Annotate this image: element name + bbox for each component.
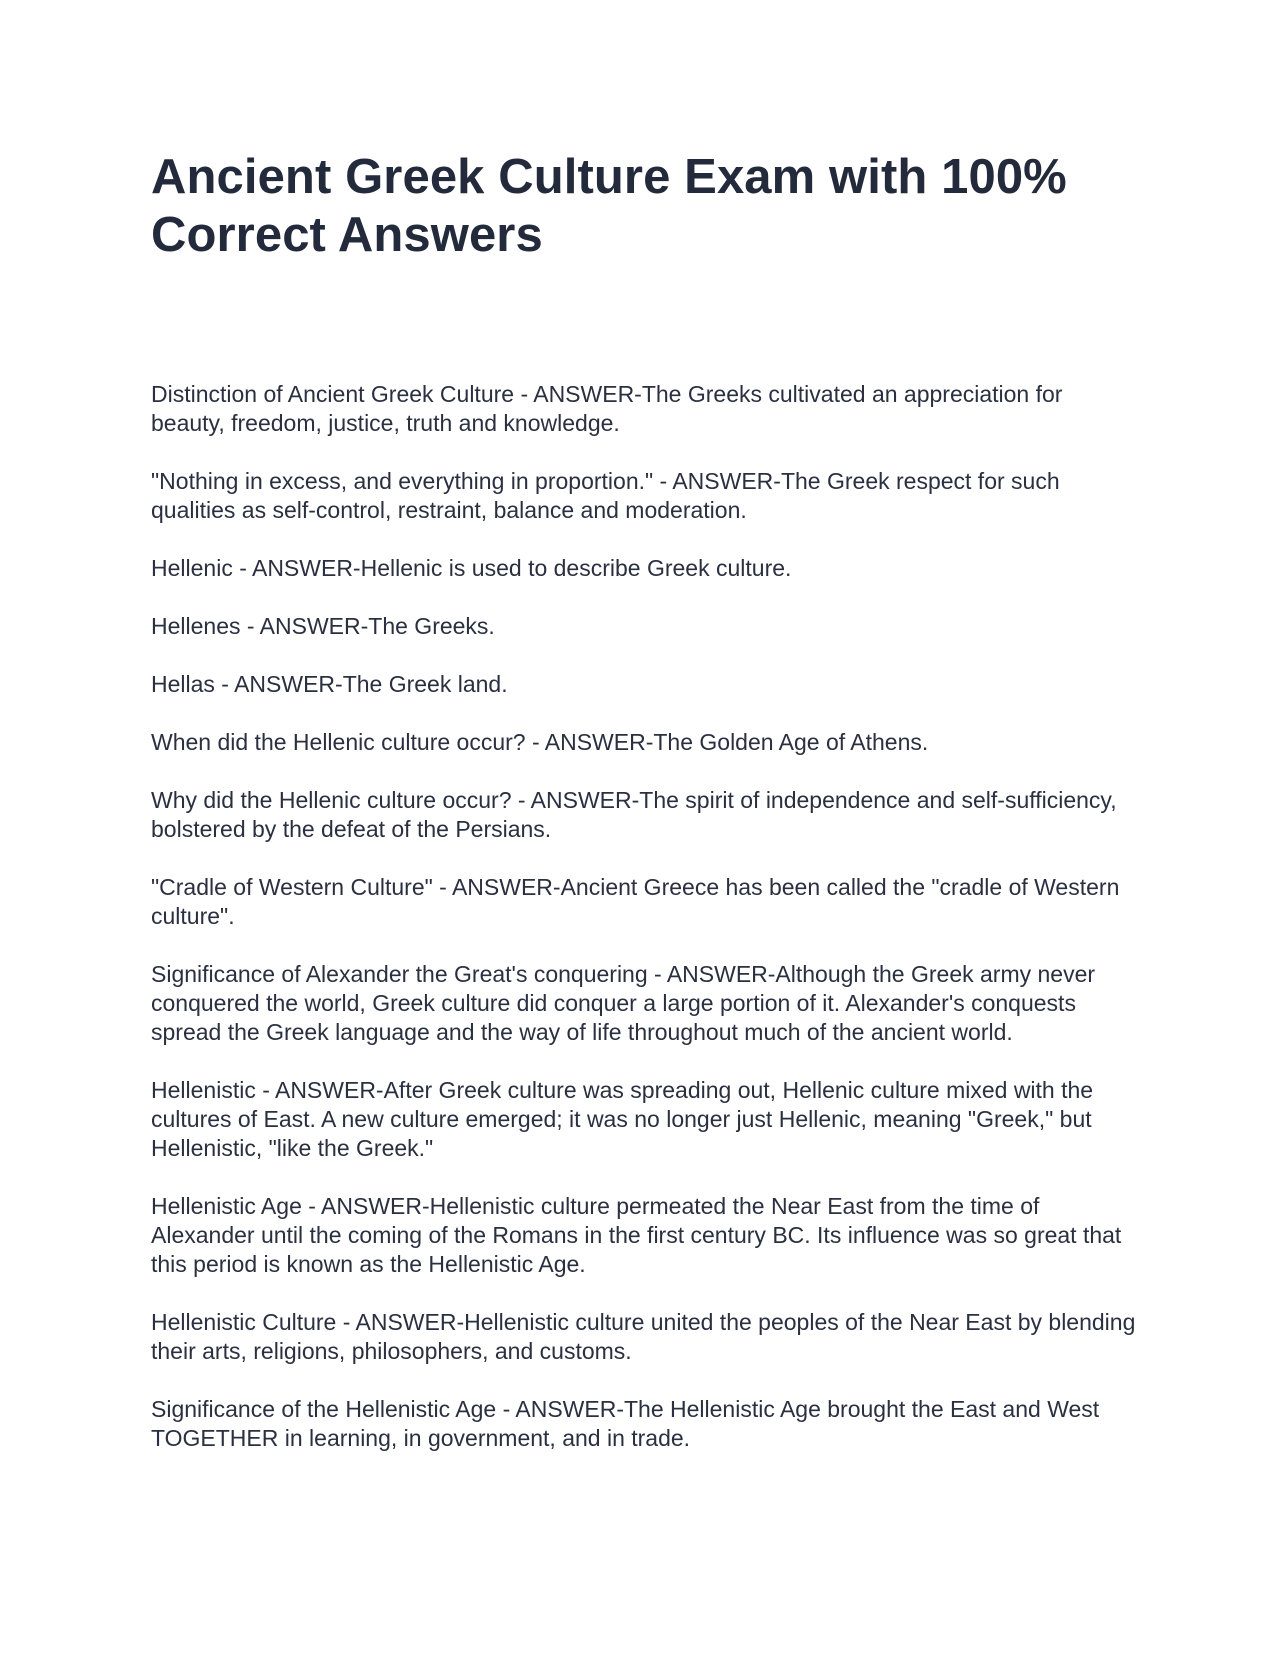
document-title: Ancient Greek Culture Exam with 100% Correct Answers bbox=[151, 150, 1067, 262]
qa-item: When did the Hellenic culture occur? - ANSWER-The Golden Age of Athens. bbox=[151, 729, 929, 755]
qa-item: Hellenistic - ANSWER-After Greek culture was spreading out, Hellenic culture mixed with the cultures of East. A new culture emerged; it was no longer just Hellenic, meaning "Greek," but Hellenistic, "like the Greek." bbox=[151, 1077, 1094, 1161]
qa-item: "Nothing in excess, and everything in proportion." - ANSWER-The Greek respect for such qualities as self-control, restraint, balance and moderation. bbox=[151, 468, 1060, 523]
qa-item: Significance of the Hellenistic Age - ANSWER-The Hellenistic Age brought the East and West TOGETHER in learning, in government, and in trade. bbox=[151, 1396, 1100, 1451]
qa-list bbox=[151, 380, 1141, 1453]
qa-item: Distinction of Ancient Greek Culture - ANSWER-The Greeks cultivated an appreciation for beauty, freedom, justice, truth and knowledge. bbox=[151, 381, 1063, 436]
document-content bbox=[151, 148, 1141, 1482]
qa-item: Hellas - ANSWER-The Greek land. bbox=[151, 671, 508, 697]
qa-item: "Cradle of Western Culture" - ANSWER-Ancient Greece has been called the "cradle of Western culture". bbox=[151, 874, 1120, 929]
qa-item: Significance of Alexander the Great's conquering - ANSWER-Although the Greek army never conquered the world, Greek culture did conquer a large portion of it. Alexander's conquests spread the Greek language and the way of life throughout much of the ancient world. bbox=[151, 961, 1096, 1045]
qa-item: Why did the Hellenic culture occur? - ANSWER-The spirit of independence and self-sufficiency, bolstered by the defeat of the Persians. bbox=[151, 787, 1117, 842]
qa-item: Hellenes - ANSWER-The Greeks. bbox=[151, 613, 495, 639]
qa-item: Hellenistic Age - ANSWER-Hellenistic culture permeated the Near East from the time of Alexander until the coming of the Romans in the first century BC. Its influence was so great that this period is known as the Hellenistic Age. bbox=[151, 1193, 1122, 1277]
qa-item: Hellenistic Culture - ANSWER-Hellenistic culture united the peoples of the Near East by blending their arts, religions, philosophers, and customs. bbox=[151, 1309, 1136, 1364]
qa-item: Hellenic - ANSWER-Hellenic is used to describe Greek culture. bbox=[151, 555, 792, 581]
